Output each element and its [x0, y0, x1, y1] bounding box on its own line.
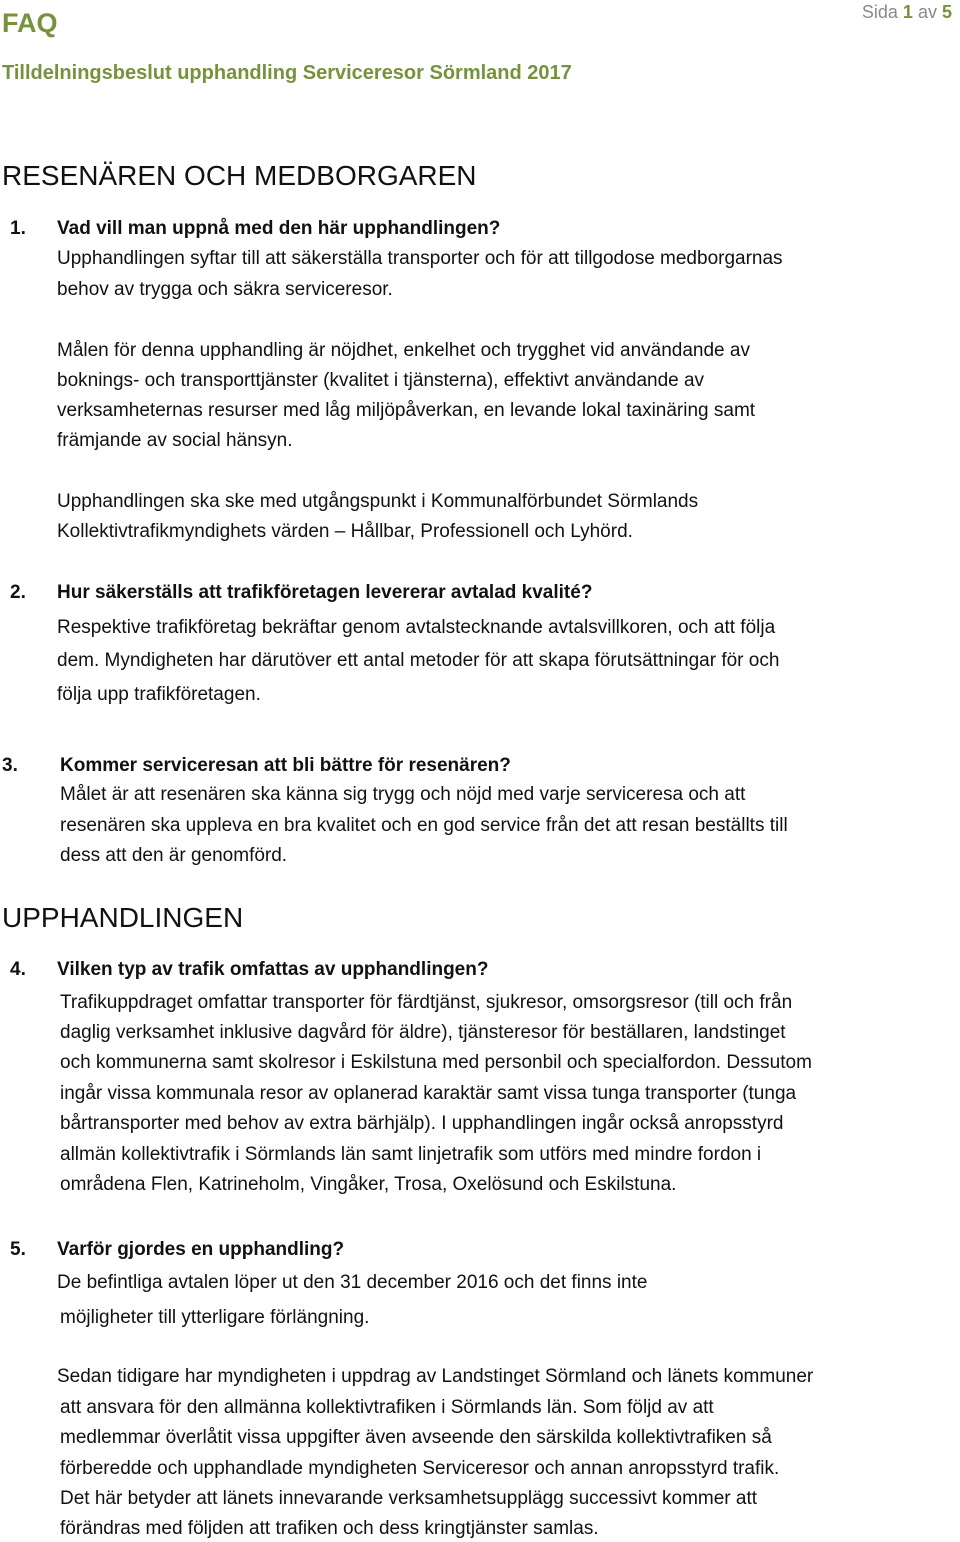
answer-1-line: verksamheternas resurser med låg miljöpåverkan, en levande lokal taxinäring samt [57, 400, 756, 421]
answer-5-line: möjligheter till ytterligare förlängning. [60, 1307, 370, 1328]
answer-2-line: följa upp trafikföretagen. [57, 684, 261, 705]
answer-4-line: Trafikuppdraget omfattar transporter för färdtjänst, sjukresor, omsorgsresor (till och från [60, 992, 793, 1013]
answer-2-line: dem. Myndigheten har därutöver ett antal metoder för att skapa förutsättningar för och [57, 650, 780, 671]
answer-1-line: främjande av social hänsyn. [57, 430, 293, 451]
page-indicator [862, 2, 952, 23]
answer-5-line: att ansvara för den allmänna kollektivtrafiken i Sörmlands län. Som följd av att [60, 1397, 714, 1418]
answer-4-line: allmän kollektivtrafik i Sörmlands län samt linjetrafik som utförs med mindre fordon i [60, 1144, 762, 1165]
answer-5-line: De befintliga avtalen löper ut den 31 december 2016 och det finns inte [57, 1272, 648, 1293]
answer-1-line: Upphandlingen syftar till att säkerställa transporter och för att tillgodose medborgarnas [57, 248, 783, 269]
answer-5-line: förberedde och upphandlade myndigheten Serviceresor och annan anropsstyrd trafik. [60, 1458, 780, 1479]
page-of: av [917, 2, 937, 22]
question-number-1: 1. [10, 218, 26, 239]
question-number-2: 2. [10, 582, 26, 603]
answer-4-line: daglig verksamhet inklusive dagvård för äldre), tjänsteresor för beställaren, landstinget [60, 1022, 786, 1043]
answer-1-line: behov av trygga och säkra serviceresor. [57, 279, 393, 300]
question-2: Hur säkerställs att trafikföretagen levererar avtalad kvalité? [57, 582, 593, 603]
section-heading-resenaren: RESENÄREN OCH MEDBORGAREN [2, 160, 477, 191]
answer-2-line: Respektive trafikföretag bekräftar genom avtalstecknande avtalsvillkoren, och att följa [57, 617, 776, 638]
answer-5-line: Det här betyder att länets innevarande verksamhetsupplägg successivt kommer att [60, 1488, 758, 1509]
answer-1-line: Målen för denna upphandling är nöjdhet, enkelhet och trygghet vid användande av [57, 340, 750, 361]
page-current: 1 [902, 2, 913, 22]
answer-1-line: Upphandlingen ska ske med utgångspunkt i Kommunalförbundet Sörmlands [57, 491, 699, 512]
question-number-3: 3. [2, 755, 18, 776]
answer-4-line: områdena Flen, Katrineholm, Vingåker, Trosa, Oxelösund och Eskilstuna. [60, 1174, 677, 1195]
section-heading-upphandlingen: UPPHANDLINGEN [2, 902, 244, 933]
answer-3-line: Målet är att resenären ska känna sig trygg och nöjd med varje serviceresa och att [60, 784, 746, 805]
question-3: Kommer serviceresan att bli bättre för resenären? [60, 755, 511, 776]
answer-5-line: Sedan tidigare har myndigheten i uppdrag av Landstinget Sörmland och länets kommuner [57, 1366, 814, 1387]
answer-4-line: och kommunerna samt skolresor i Eskilstuna med personbil och specialfordon. Dessutom [60, 1052, 812, 1073]
answer-1-line: boknings- och transporttjänster (kvalitet i tjänsterna), effektivt användande av [57, 370, 705, 391]
answer-4-line: ingår vissa kommunala resor av oplanerad karaktär samt vissa tunga transporter (tunga [60, 1083, 797, 1104]
answer-4-line: bårtransporter med behov av extra bärhjälp). I upphandlingen ingår också anropsstyrd [60, 1113, 784, 1134]
answer-5-line: medlemmar överlåtit vissa uppgifter även avseende den särskilda kollektivtrafiken så [60, 1427, 772, 1448]
question-4: Vilken typ av trafik omfattas av upphandlingen? [57, 959, 489, 980]
answer-1-line: Kollektivtrafikmyndighets värden – Hållbar, Professionell och Lyhörd. [57, 521, 633, 542]
question-5: Varför gjordes en upphandling? [57, 1239, 345, 1260]
question-1: Vad vill man uppnå med den här upphandlingen? [57, 218, 501, 239]
answer-3-line: dess att den är genomförd. [60, 845, 288, 866]
answer-5-line: förändras med följden att trafiken och dess kringtjänster samlas. [60, 1518, 599, 1539]
question-number-4: 4. [10, 959, 26, 980]
faq-title: FAQ [2, 8, 58, 38]
page-label: Sida [861, 2, 898, 22]
question-number-5: 5. [10, 1239, 26, 1260]
document-subtitle: Tilldelningsbeslut upphandling Serviceresor Sörmland 2017 [2, 62, 572, 84]
answer-3-line: resenären ska uppleva en bra kvalitet och en god service från det att resan beställts till [60, 815, 788, 836]
page-total: 5 [941, 2, 952, 22]
